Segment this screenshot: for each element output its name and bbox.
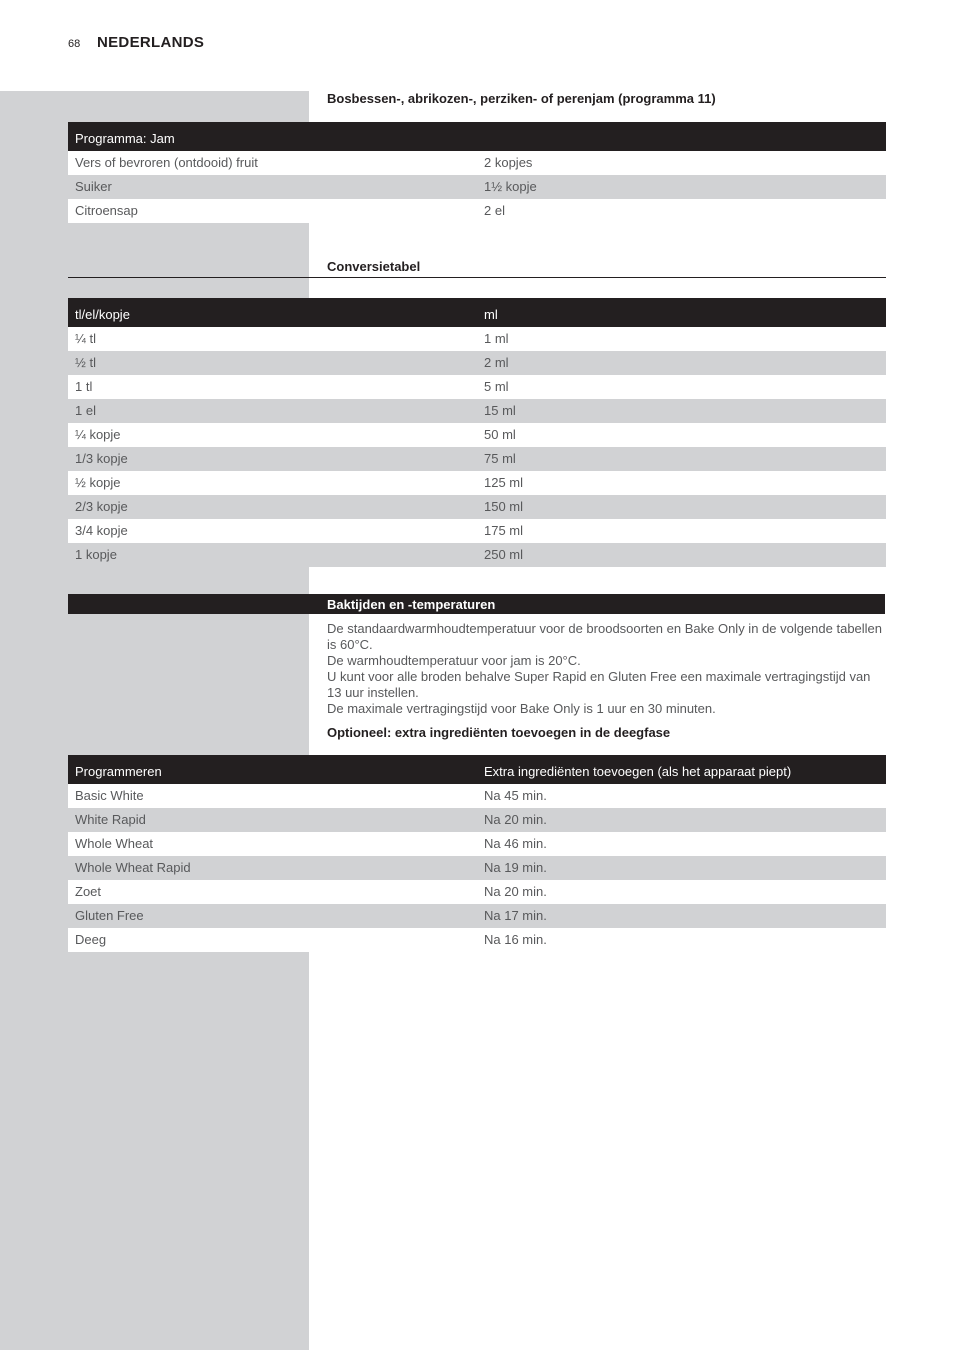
sidebar-margin [0, 91, 309, 1350]
ml-cell: 125 ml [484, 475, 524, 490]
measure-cell: ½ kopje [75, 475, 121, 490]
table-row [68, 447, 886, 471]
table-row [68, 175, 886, 199]
ml-cell: 250 ml [484, 547, 524, 562]
optional-subheading: Optioneel: extra ingrediënten toevoegen in de deegfase [327, 725, 671, 740]
ml-cell: 50 ml [484, 427, 516, 442]
table-header-row [68, 755, 886, 784]
program-cell: Gluten Free [75, 908, 144, 923]
measure-cell: 3/4 kopje [75, 523, 128, 538]
paragraph: De standaardwarmhoudtemperatuur voor de broodsoorten en Bake Only in de volgende tabellen is 60°C. [327, 621, 883, 652]
measure-cell: 1/3 kopje [75, 451, 128, 466]
column-header: Programmeren [75, 764, 162, 779]
column-header: tl/el/kopje [75, 307, 130, 322]
table-row [68, 199, 886, 223]
program-cell: Whole Wheat Rapid [75, 860, 191, 875]
ingredient-cell: Vers of bevroren (ontdooid) fruit [75, 155, 258, 170]
table-row [68, 423, 886, 447]
measure-cell: ¼ kopje [75, 427, 121, 442]
program-cell: Whole Wheat [75, 836, 154, 851]
baking-heading: Baktijden en -temperaturen [327, 597, 496, 612]
table-row [68, 808, 886, 832]
table-row [68, 375, 886, 399]
measure-cell: ¼ tl [75, 331, 96, 346]
ingredient-cell: Suiker [75, 179, 112, 194]
program-cell: Deeg [75, 932, 107, 947]
table-row [68, 399, 886, 423]
program-cell: Basic White [75, 788, 144, 803]
time-cell: Na 45 min. [484, 788, 547, 803]
paragraph: De maximale vertragingstijd voor Bake Only is 1 uur en 30 minuten. [327, 701, 716, 716]
paragraph: U kunt voor alle broden behalve Super Rapid en Gluten Free een maximale vertragingstijd van 13 uur instellen. [327, 669, 871, 700]
table-row [68, 904, 886, 928]
time-cell: Na 20 min. [484, 884, 547, 899]
amount-cell: 2 el [484, 203, 505, 218]
table-row [68, 856, 886, 880]
column-header: Extra ingrediënten toevoegen (als het apparaat piept) [484, 764, 792, 779]
ml-cell: 15 ml [484, 403, 516, 418]
ml-cell: 75 ml [484, 451, 516, 466]
language-title: NEDERLANDS [97, 34, 205, 51]
measure-cell: 1 tl [75, 379, 93, 394]
measure-cell: 2/3 kopje [75, 499, 128, 514]
table-header-cell: Programma: Jam [75, 131, 175, 146]
table-row [68, 519, 886, 543]
program-cell: White Rapid [75, 812, 146, 827]
jam-table [68, 122, 886, 223]
time-cell: Na 16 min. [484, 932, 547, 947]
program-table [68, 755, 886, 952]
amount-cell: 1½ kopje [484, 179, 537, 194]
conversion-table [68, 298, 886, 567]
table-row [68, 784, 886, 808]
baking-description [327, 621, 887, 741]
table-row [68, 471, 886, 495]
table-row [68, 832, 886, 856]
table-row [68, 543, 886, 567]
table-row [68, 928, 886, 952]
time-cell: Na 20 min. [484, 812, 547, 827]
section-divider [68, 277, 886, 278]
jam-heading: Bosbessen-, abrikozen-, perziken- of perenjam (programma 11) [327, 91, 716, 106]
measure-cell: 1 el [75, 403, 96, 418]
conversion-heading: Conversietabel [327, 259, 421, 274]
ml-cell: 5 ml [484, 379, 509, 394]
paragraph: De warmhoudtemperatuur voor jam is 20°C. [327, 653, 581, 668]
program-cell: Zoet [75, 884, 102, 899]
page-number: 68 [68, 38, 81, 50]
table-row [68, 495, 886, 519]
table-row [68, 880, 886, 904]
time-cell: Na 46 min. [484, 836, 547, 851]
ingredient-cell: Citroensap [75, 203, 138, 218]
amount-cell: 2 kopjes [484, 155, 533, 170]
measure-cell: ½ tl [75, 355, 96, 370]
ml-cell: 175 ml [484, 523, 524, 538]
table-header-row [68, 298, 886, 327]
table-header-row [68, 122, 886, 151]
ml-cell: 1 ml [484, 331, 509, 346]
ml-cell: 150 ml [484, 499, 524, 514]
table-row [68, 327, 886, 351]
baking-heading-band [68, 594, 885, 614]
measure-cell: 1 kopje [75, 547, 117, 562]
ml-cell: 2 ml [484, 355, 509, 370]
time-cell: Na 17 min. [484, 908, 547, 923]
time-cell: Na 19 min. [484, 860, 547, 875]
table-row [68, 351, 886, 375]
table-row [68, 151, 886, 175]
column-header: ml [484, 307, 498, 322]
